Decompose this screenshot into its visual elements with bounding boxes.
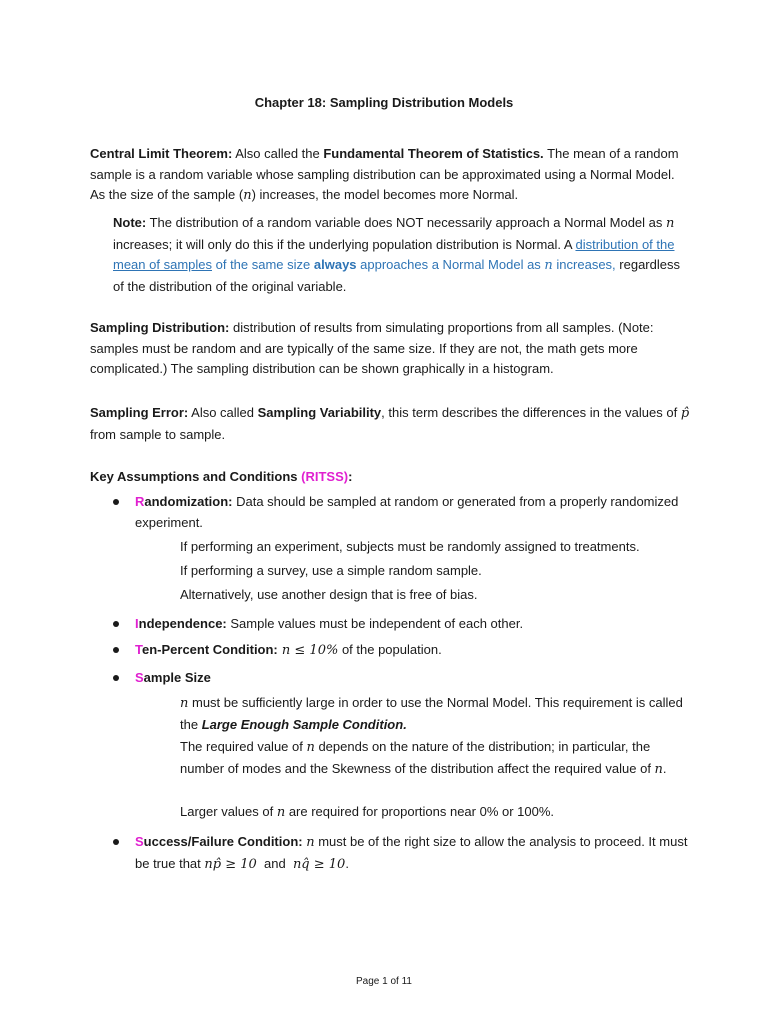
- document-page: Chapter 18: Sampling Distribution Models Central Limit Theorem: Also called the Fundamental Theorem of Statistics. The mean of a random sample is a random variable whose sampling distribution can be approximated using a Normal Model. As the size of the sample (n) increases, the model becomes more Normal. Note: The distribution of a random variable does NOT necessarily approach a Normal Model as n increases; it will only do this if the underlying population distribution is Normal. A distribution of the mean of samples of the same size always approaches a Normal Model as n increases, regardless of the distribution of the original variable. Sampling Distribution: distribution of results from simulating proportions from all samples. (Note: samples must be random and are typically of the same size. If they are not, the math gets more complicated.) The sampling distribution can be shown graphically in a histogram. Sampling Error: Also called Sampling Variability, this term describes the differences in the values of p̂ from sample to sample. Key Assumptions and Conditions (RITSS): Randomization: Data should be sampled at random or generated from a properly randomized experiment. If performing an experiment, subjects must be randomly assigned to treatments. If performing a survey, use a simple random sample. Alternatively, use another design that is free of bias. Independence: Sample values must be independent of each other. Ten-Percent Condition: n ≤ 10% of the population. Sample Size n must be sufficiently large in order to use the Normal Model. This requirement is called the Large Enough Sample Condition. The required value of n depends on the nature of the distribution; in particular, the number of modes and the Skewness of the distribution affect the required value of n. Larger values of n are required for proportions near 0% or 100%. Success/Failure Condition: n must be of the right size to allow the analysis to proceed. It must be true that np̂ ≥ 10 and nq̂ ≥ 10. Page 1 of 11: [0, 0, 768, 1024]
- sample-size-sub-2: The required value of n depends on the nature of the distribution; in particular, the number of modes and the Skewness of the distribution affect the required value of n.: [180, 739, 667, 777]
- bullet-dot-icon: [113, 647, 119, 653]
- page-number: Page 1 of 11: [356, 976, 412, 987]
- page-title: Chapter 18: Sampling Distribution Models: [254, 95, 514, 110]
- sampling-error-paragraph: Sampling Error: Also called Sampling Variability, this term describes the differences in the values of p̂ from sample to sample.: [90, 405, 690, 442]
- sampling-error-label: Sampling Error:: [90, 405, 189, 420]
- distribution-mean-link[interactable]: distribution of the mean of samples: [113, 236, 675, 272]
- randomization-sub-3: Alternatively, use another design that is free of bias.: [180, 587, 478, 602]
- clt-label: Central Limit Theorem:: [90, 146, 233, 161]
- assumptions-heading: Key Assumptions and Conditions (RITSS):: [90, 469, 353, 484]
- sample-size-sub-1: n must be sufficiently large in order to use the Normal Model. This requirement is called the Large Enough Sample Condition.: [180, 695, 683, 732]
- bullet-dot-icon: [113, 499, 119, 505]
- ritss-acronym: (RITSS): [301, 469, 349, 484]
- bullet-dot-icon: [113, 675, 119, 681]
- randomization-sub-1: If performing an experiment, subjects must be randomly assigned to treatments.: [180, 539, 640, 554]
- randomization-sub-2: If performing a survey, use a simple random sample.: [180, 563, 482, 578]
- note-label: Note:: [113, 215, 147, 230]
- note-paragraph: Note: The distribution of a random variable does NOT necessarily approach a Normal Model as n increases; it will only do this if the underlying population distribution is Normal. A distribution of the mean of samples of the same size always approaches a Normal Model as n increases, regardless of the distribution of the original variable.: [113, 215, 680, 294]
- sampling-distribution-paragraph: Sampling Distribution: distribution of results from simulating proportions from all samples. (Note: samples must be random and are typically of the same size. If they are not, the math gets more complicated.) The sampling distribution can be shown graphically in a histogram.: [90, 320, 654, 376]
- clt-bold-term: Fundamental Theorem of Statistics.: [323, 146, 544, 161]
- sampling-distribution-label: Sampling Distribution:: [90, 320, 230, 335]
- clt-paragraph: Central Limit Theorem: Also called the Fundamental Theorem of Statistics. The mean of a random sample is a random variable whose sampling distribution can be approximated using a Normal Model. As the size of the sample (n) increases, the model becomes more Normal.: [90, 146, 679, 203]
- bullet-dot-icon: [113, 839, 119, 845]
- bullet-dot-icon: [113, 621, 119, 627]
- sample-size-sub-3: Larger values of n are required for proportions near 0% or 100%.: [180, 804, 555, 820]
